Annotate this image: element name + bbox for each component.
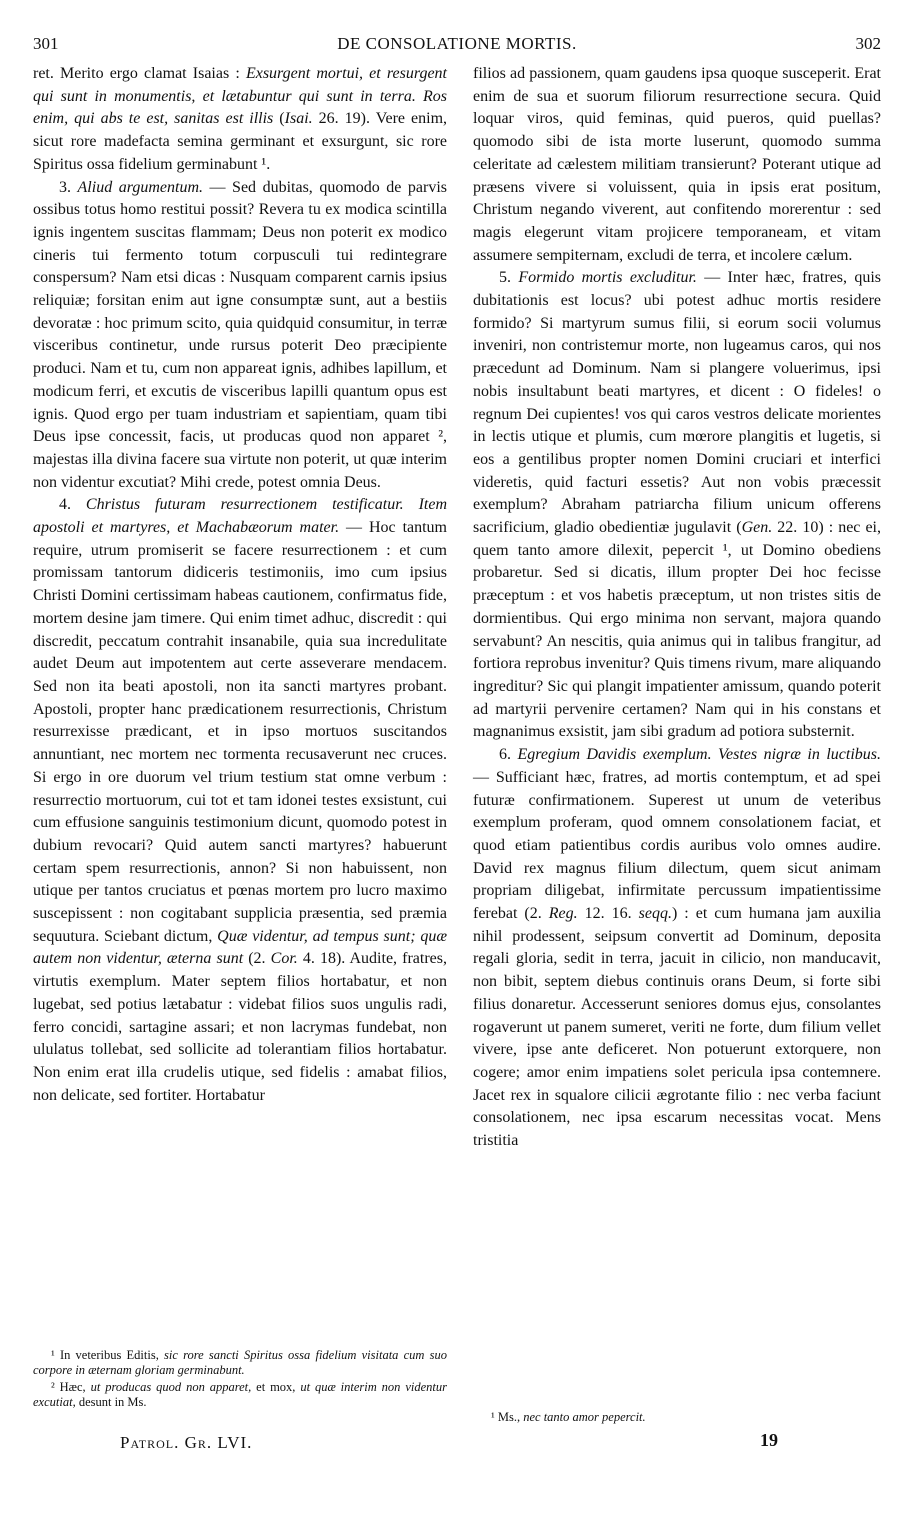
footnote-left-1-segment: et mox, <box>251 1380 301 1394</box>
right-paragraph-2-segment: Reg. <box>548 905 578 923</box>
left-paragraph-2-segment: 4. 18). Audite, fratres, virtutis exemplum. Mater septem filios hortabatur, et non lugebat, sed potius lætabatur : videbat filios suos ungulis radi, ferro concidi, sartagine assari; et non lacrymas fundebat, non ululatus tollebat, sed sollicite ad tolerantiam filios hortabatur. Non enim erat illa crudelis utique, sed fidelis : amabat filios, non delicate, sed fortiter. Hortabatur <box>33 950 448 1104</box>
footnote-right-0 <box>473 1410 881 1425</box>
left-paragraph-2-segment: Quæ videntur, ad tempus sunt; quæ autem non videntur, æterna sunt <box>33 927 447 968</box>
right-paragraph-0 <box>473 63 881 267</box>
footnote-left-0-segment: sic rore sancti Spiritus ossa fidelium visitata cum suo corpore in æternam gloriam germinabunt. <box>33 1348 447 1377</box>
footnote-right-0-segment: ¹ Ms., <box>491 1410 524 1424</box>
footnote-left-0 <box>33 1348 447 1378</box>
left-paragraph-1-segment: 3. <box>59 178 78 196</box>
left-paragraph-0 <box>33 63 447 177</box>
right-paragraph-1 <box>473 267 881 744</box>
page-header <box>33 34 881 60</box>
footnote-left-0-segment: ¹ In veteribus Editis, <box>51 1348 165 1362</box>
footnote-left-1-segment: desunt in Ms. <box>75 1395 147 1409</box>
left-paragraph-2-segment: (2. <box>243 950 271 968</box>
right-column <box>473 63 881 1153</box>
left-paragraph-2-segment: 4. <box>59 496 86 514</box>
right-paragraph-1-segment: — Inter hæc, fratres, quis dubitationis est locus? ubi potest adhuc mortis residere formido? Si martyrum sumus filii, si eorum socii volumus inveniri, non contristemur morte, non lugeamus caros, qui nos præcedunt ad Dominum. Nam si plangere voluerimus, ipsi nobis insultabunt beati martyres, et dicent : O fideles! o regnum Dei cupientes! vos qui caros vestros delicate morientes in lectis utique et plumis, cum mœrore plangitis et lugetis, si eos a gentilibus propter nomen Domini cruciari et interfici videretis, quid facturi essetis? Aut non vobis præcessit exemplum? Abraham patriarcha filium unicum offerens sacrificium, gladio obedientiæ jugulavit ( <box>473 269 881 537</box>
right-paragraph-2 <box>473 744 881 1153</box>
right-paragraph-2-segment: seqq. <box>638 905 672 923</box>
page-number-right: 302 <box>855 34 881 53</box>
left-paragraph-1 <box>33 177 447 495</box>
footnotes-right <box>473 1410 881 1425</box>
right-paragraph-2-segment: 6. <box>499 746 518 764</box>
left-paragraph-0-segment: 26. 19). Vere enim, sicut rore madefacta semina germinant et exsurgunt, sic rore Spiritus ossa fidelium germinabunt ¹. <box>33 110 448 173</box>
footnote-right-0-segment: nec tanto amor pepercit. <box>523 1410 646 1424</box>
left-paragraph-1-segment: Aliud argumentum. <box>77 178 204 196</box>
page-number-left: 301 <box>33 34 59 53</box>
left-paragraph-0-segment: Exsurgent mortui, et resurgent qui sunt in monumentis, et lætabuntur qui sunt in terra. Ros enim, qui abs te est, sanitas est illis <box>33 65 448 128</box>
left-column <box>33 63 447 1107</box>
footnote-left-1-segment: ² Hæc, <box>51 1380 91 1394</box>
right-paragraph-1-segment: 22. 10) : nec ei, quem tanto amore dilexit, pepercit ¹, ut Domino obediens probaretur. Sed si dicatis, illum propter Dei hoc fecisse præceptum : et vos habetis præceptum, ut non tristes sitis de dormientibus. Qui ergo minima non servant, majora quando servabunt? An nescitis, quia animus qui in talibus frangitur, ad fortiora reprobus invenitur? Quis timens rivum, mare aliquando ingreditur? Sic qui plangit impatienter amissum, quando poterit ad martyrii pervenire certamen? Nam qui in his constans et magnanimus exsistit, jam sibi gradum ad potiora substernit. <box>473 519 881 741</box>
left-paragraph-2-segment: Cor. <box>270 950 298 968</box>
footnote-left-1-segment: ut producas quod non apparet, <box>90 1380 252 1394</box>
signature-mark: Patrol. Gr. LVI. <box>120 1433 253 1452</box>
left-paragraph-2 <box>33 494 447 1107</box>
right-paragraph-2-segment: — Sufficiant hæc, fratres, ad mortis contemptum, et ad spei futuræ confirmationem. Superest ut unum de veteribus exemplum proferam, quod omnem consolationem faciat, et quod etiam patientibus cordis auribus volo omnes audire. David rex magnus filium dilectum, quem sicut animam propriam diligebat, infirmitate percussum impatientissime ferebat (2. <box>473 768 881 923</box>
left-paragraph-0-segment: ret. Merito ergo clamat Isaias : <box>33 65 246 82</box>
right-paragraph-2-segment: 12. 16. <box>577 905 639 923</box>
running-title: DE CONSOLATIONE MORTIS. <box>337 34 577 53</box>
left-paragraph-2-segment: — Hoc tantum require, utrum promiserit se facere resurrectionem : et cum promissam tantorum didiceris testimoniis, imo cum ipsius Christi Domini certissimam habeas cautionem, confirmatus fide, mortem desine jam timere. Qui enim timet adhuc, discredit : qui discredit, peccatum contrahit insanabile, quia sua incredulitate audet Deum aut impotentem aut certe asseverare mendacem. Sed non ita beati apostoli, non ita sancti martyres probant. Apostoli, propter hanc prædicationem resurrectionis, Christum resurrexisse prædicant, et in ipso mortuos suscitandos annuntiant, nec mortem nec tormenta recusaverunt nec cruces. Si ergo in ore duorum vel trium testium stat omne verbum : resurrectio mortuorum, cui tot et tam idonei testes exsistunt, cui cum effusione sanguinis testimonium dicunt, quomodo potest in dubium revocari? Quid autem sancti martyres? habuerunt certam spem resurrectionis, annon? Si non habuissent, non utique per tantos cruciatus et pœnas mortem pro lucro maximo suscepissent : non cogitabant supplicia præsentia, sed præmia sequutura. Sciebant dictum, <box>33 519 448 945</box>
right-paragraph-0-segment: filios ad passionem, quam gaudens ipsa quoque susceperit. Erat enim de sua et suorum filiorum resurrectione secura. Quid loquar viros, quid feminas, quid pueros, quid puellas? quomodo sibi de ista morte luserunt, quomodo summa celeritate ad cælestem militiam transierunt? Poterant utique ad præsens vivere si voluissent, quia in ipsis erat positum, Christum negando viverent, aut confitendo morerentur : sed magis elegerunt vitam projicere temporaneam, et vitam assumere sempiternam, excludi de terra, et incolere cælum. <box>473 65 881 264</box>
left-paragraph-0-segment: ( <box>273 110 285 128</box>
right-paragraph-2-segment: ) : et cum humana jam auxilia nihil prodessent, seipsum convertit ad Dominum, deposita regali gloria, sedit in terra, jacuit in cilicio, non manducavit, non bibit, septem diebus continuis orans Deum, si forte sibi filius donaretur. Accesserunt seniores domus ejus, consolantes rogaverunt ut panem sumeret, veriti ne forte, dum filium vellet vivere, ipse ante deficeret. Non potuerunt extorquere, non cogere; amor enim impatiens solet pericula ipsa contemnere. Jacet rex in squalore cilicii ægrotante filio : nec verba faciunt consolationem, nec ipsa escarum necessitas vocat. Mens tristitia <box>473 905 882 1150</box>
right-paragraph-1-segment: Formido mortis excluditur. <box>518 269 697 287</box>
right-paragraph-1-segment: 5. <box>499 269 519 287</box>
left-paragraph-2-segment: Christus futuram resurrectionem testificatur. Item apostoli et martyres, et Machabæorum mater. <box>33 496 447 537</box>
footnote-left-1-segment: ut quæ interim non videntur excutiat, <box>33 1380 447 1409</box>
footnotes-left <box>33 1348 447 1412</box>
right-paragraph-2-segment: Egregium Davidis exemplum. Vestes nigræ in luctibus. <box>517 746 882 764</box>
sheet-number: 19 <box>760 1430 778 1450</box>
right-paragraph-1-segment: Gen. <box>741 519 773 537</box>
left-paragraph-1-segment: — Sed dubitas, quomodo de parvis ossibus totus homo restitui possit? Revera tu ex modica scintilla ignis ingentem suscitas flammam; Deus non poterit ex modico cineris tui fermento totum corpusculi tui redintegrare conspersum? Nam etsi dicas : Nusquam comparent carnis ipsius reliquiæ; forsitan enim aut igne consumptæ sunt, aut a bestiis devoratæ : hoc primum scito, quia quidquid consumitur, in terræ visceribus continetur, unde rursus poterit Deo præcipiente produci. Nam et tu, cum non appareat ignis, adhibes lapillum, et modicum ferri, et excutis de visceribus lapilli quantum opus est ignis. Quod ergo per tuam industriam et sapientiam, quam tibi Deus ipse concessit, facis, ut producas quod non apparet ², majestas illa divina facere sua virtute non poterit, ut quæ interim non videntur excutiat? Mihi crede, potest omnia Deus. <box>33 178 448 491</box>
footnote-left-1 <box>33 1380 447 1410</box>
left-paragraph-0-segment: Isai. <box>284 110 313 128</box>
